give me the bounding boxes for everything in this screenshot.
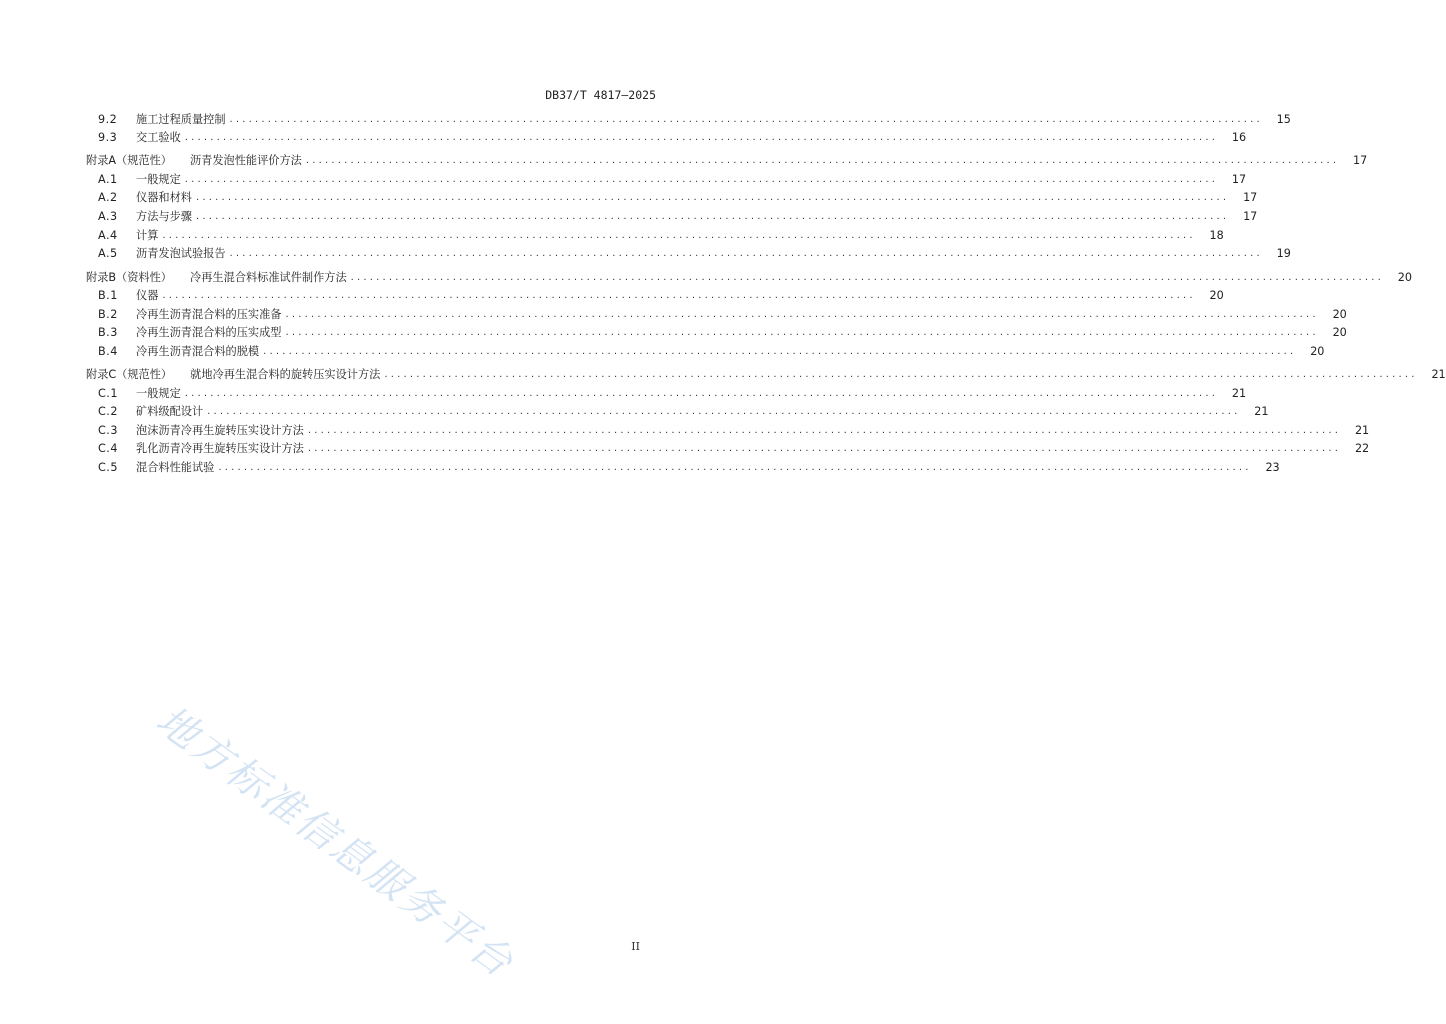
toc-appendix-entry[interactable]	[86, 152, 1368, 170]
header-standard-code: DB37/T 4817—2025	[545, 88, 656, 102]
toc-leader-dots: ..................................................................................................................................................................	[285, 309, 1319, 320]
toc-entry-page: 17	[1243, 191, 1258, 204]
toc-leader-dots: ..................................................................................................................................................................	[162, 290, 1196, 301]
toc-entry-number: A.2	[98, 191, 118, 204]
toc-leader-dots: ..................................................................................................................................................................	[285, 327, 1319, 338]
toc-entry-title: 冷再生沥青混合料的压实准备	[136, 308, 282, 321]
toc-entry[interactable]	[98, 208, 1258, 226]
toc-entry-number: C.3	[98, 424, 118, 437]
toc-entry-number: C.4	[98, 442, 118, 455]
toc-leader-dots: ..................................................................................................................................................................	[263, 346, 1297, 357]
toc-entry-title: 冷再生混合料标准试件制作方法	[190, 271, 347, 284]
toc-entry[interactable]	[98, 245, 1291, 263]
toc-entry-number: C.5	[98, 461, 118, 474]
toc-entry-title: 混合料性能试验	[136, 461, 215, 474]
toc-leader-dots: ..................................................................................................................................................................	[207, 406, 1241, 417]
toc-leader-dots: ..................................................................................................................................................................	[305, 155, 1340, 166]
toc-entry-page: 21	[1431, 368, 1446, 381]
toc-entry-title: 仪器	[136, 289, 159, 302]
toc-leader-dots: ..................................................................................................................................................................	[195, 211, 1230, 222]
toc-entry-title: 就地冷再生混合料的旋转压实设计方法	[190, 368, 381, 381]
toc-entry-title: 泡沫沥青冷再生旋转压实设计方法	[136, 424, 304, 437]
toc-entry-title: 施工过程质量控制	[136, 113, 226, 126]
toc-entry-page: 17	[1243, 210, 1258, 223]
toc-entry-title: 冷再生沥青混合料的脱模	[136, 345, 260, 358]
toc-entry-number: 附录B（资料性）	[86, 271, 172, 284]
toc-appendix-entry[interactable]	[86, 269, 1412, 287]
toc-entry-page: 20	[1397, 271, 1412, 284]
toc-entry[interactable]	[98, 403, 1269, 421]
toc-entry[interactable]	[98, 306, 1347, 324]
toc-leader-dots: ..................................................................................................................................................................	[229, 114, 1263, 125]
toc-entry[interactable]	[98, 287, 1224, 305]
toc-leader-dots: ..................................................................................................................................................................	[307, 425, 1342, 436]
page-number: II	[631, 940, 640, 953]
toc-entry-number: 9.3	[98, 131, 118, 144]
toc-entry[interactable]	[98, 385, 1247, 403]
toc-entry-page: 16	[1231, 131, 1247, 144]
toc-entry-page: 21	[1231, 387, 1247, 400]
toc-leader-dots: ..................................................................................................................................................................	[229, 248, 1263, 259]
toc-entry-number: B.1	[98, 289, 118, 302]
toc-entry-number: A.1	[98, 173, 118, 186]
toc-entry[interactable]	[98, 324, 1347, 342]
toc-entry-title: 沥青发泡性能评价方法	[189, 154, 302, 167]
toc-entry-page: 22	[1354, 442, 1370, 455]
toc-entry-page: 20	[1332, 308, 1347, 321]
toc-entry-title: 沥青发泡试验报告	[136, 247, 226, 260]
toc-entry-number: B.2	[98, 308, 118, 321]
toc-entry-page: 19	[1276, 247, 1291, 260]
toc-entry-page: 17	[1231, 173, 1247, 186]
toc-entry-page: 17	[1352, 154, 1368, 167]
toc-leader-dots: ..................................................................................................................................................................	[307, 443, 1342, 454]
toc-entry-number: C.1	[98, 387, 118, 400]
toc-entry-number: 附录A（规范性）	[86, 154, 172, 167]
toc-leader-dots: ..................................................................................................................................................................	[162, 230, 1196, 241]
toc-entry-page: 21	[1254, 405, 1269, 418]
toc-entry-number: 9.2	[98, 113, 118, 126]
toc-entry-page: 15	[1276, 113, 1291, 126]
toc-leader-dots: ..................................................................................................................................................................	[184, 174, 1219, 185]
toc-entry[interactable]	[98, 111, 1291, 129]
toc-entry-title: 冷再生沥青混合料的压实成型	[136, 326, 282, 339]
toc-entry[interactable]	[98, 459, 1280, 477]
toc-entry-number: B.4	[98, 345, 118, 358]
toc-appendix-entry[interactable]	[86, 366, 1446, 384]
toc-entry-number: 附录C（规范性）	[86, 368, 173, 381]
toc-entry-title: 交工验收	[136, 131, 181, 144]
toc-entry[interactable]	[98, 227, 1224, 245]
toc-entry-title: 计算	[136, 229, 159, 242]
toc-entry-title: 方法与步骤	[136, 210, 192, 223]
toc-entry[interactable]	[98, 440, 1370, 458]
toc-entry[interactable]	[98, 189, 1258, 207]
toc-entry-number: A.4	[98, 229, 118, 242]
toc-entry-title: 一般规定	[136, 173, 181, 186]
toc-entry[interactable]	[98, 343, 1325, 361]
toc-entry-page: 18	[1209, 229, 1224, 242]
toc-entry-page: 20	[1310, 345, 1325, 358]
toc-entry-title: 一般规定	[136, 387, 181, 400]
toc-entry-page: 23	[1265, 461, 1280, 474]
toc-entry-number: B.3	[98, 326, 118, 339]
toc-entry-title: 仪器和材料	[136, 191, 192, 204]
toc-entry-title: 乳化沥青冷再生旋转压实设计方法	[136, 442, 304, 455]
toc-entry-title: 矿料级配设计	[136, 405, 204, 418]
toc-entry[interactable]	[98, 129, 1247, 147]
toc-entry-number: A.5	[98, 247, 118, 260]
toc-leader-dots: ..................................................................................................................................................................	[184, 388, 1219, 399]
toc-leader-dots: ..................................................................................................................................................................	[195, 192, 1230, 203]
toc-leader-dots: ..................................................................................................................................................................	[184, 132, 1219, 143]
toc-leader-dots: ..................................................................................................................................................................	[350, 272, 1384, 283]
watermark-text: 地方标准信息服务平台	[147, 697, 523, 988]
toc-entry-page: 20	[1209, 289, 1224, 302]
toc-leader-dots: ..................................................................................................................................................................	[384, 369, 1418, 380]
toc-entry-page: 21	[1354, 424, 1370, 437]
toc-entry-page: 20	[1332, 326, 1347, 339]
toc-leader-dots: ..................................................................................................................................................................	[218, 462, 1252, 473]
toc-entry-number: A.3	[98, 210, 118, 223]
toc-entry-number: C.2	[98, 405, 118, 418]
toc-entry[interactable]	[98, 422, 1370, 440]
toc-entry[interactable]	[98, 171, 1247, 189]
